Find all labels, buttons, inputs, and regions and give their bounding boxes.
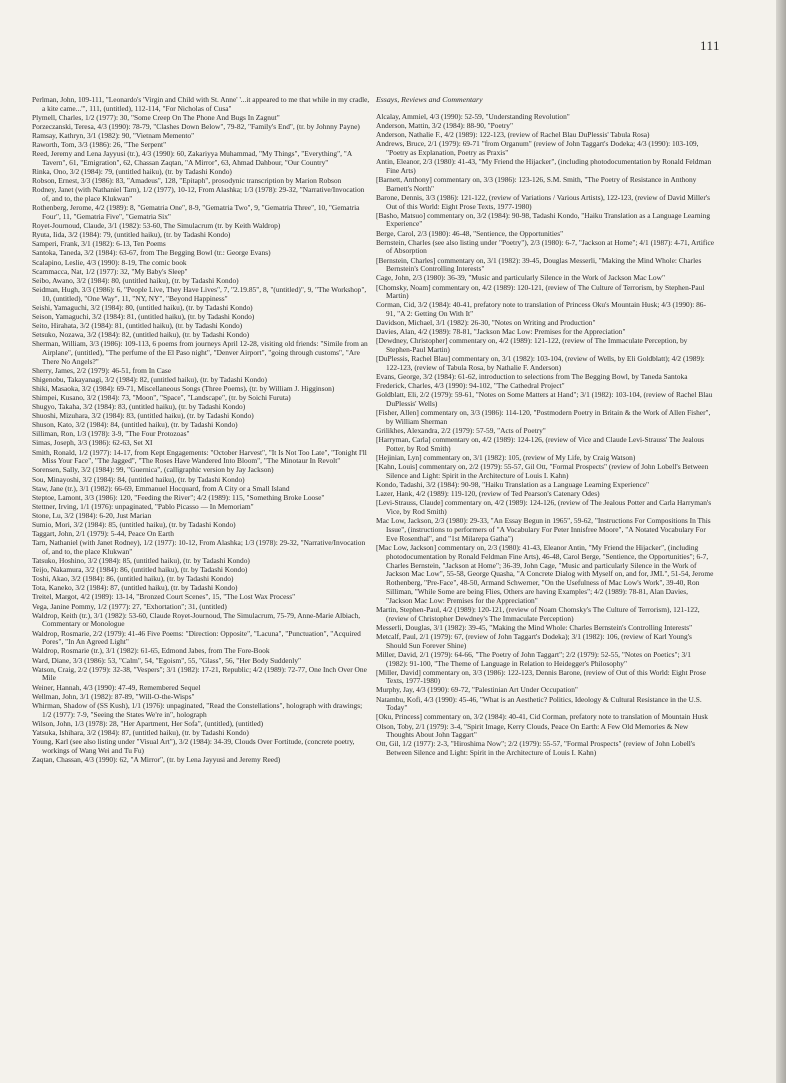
index-entry: Seison, Yamaguchi, 3/2 (1984): 81, (untitled haiku), (tr. by Tadashi Kondo) <box>32 311 255 321</box>
index-entry: Seidman, Hugh, 3/3 (1986): 6, "People Live, They Have Lives", 7, "2.19.85", 8, "(untitled)", 9, "The Workshop", 10, (untitled), "One Way", 11, "NY, NY", "Beyond Happiness" <box>32 284 367 303</box>
index-entry: Wellman, John, 3/1 (1982): 87-89, "Will-O-the-Wisps" <box>32 691 195 701</box>
index-entry: [Bernstein, Charles] commentary on, 3/1 (1982): 39-45, Douglas Messerli, "Making the Mind Whole: Charles Bernstein's Controlling Interests" <box>376 255 702 274</box>
index-entry: Whirman, Shadow of (SS Kush), 1/1 (1976): unpaginated, "Read the Constellations", holograph with drawings; 1/2 (1977): 7-9, "Seeing the States We're in", holograph <box>32 700 363 719</box>
index-entry: Anderson, Nathalie F., 4/2 (1989): 122-123, (review of Rachel Blau DuPlessis' Tabula Rosa) <box>376 129 650 139</box>
index-entry: Berge, Carol, 2/3 (1980): 46-48, "Sentience, the Opportunities" <box>376 228 564 238</box>
index-entry: Smith, Ronald, 1/2 (1977): 14-17, from Kept Engagements: "October Harvest", "It Is Not Too Late", "Tonight I'll Miss Your Face", "The Jagged", "The Roses Have Wandered Into Bloom", "The Minotaur In Revolt" <box>32 447 367 466</box>
index-entry: Barone, Dennis, 3/3 (1986): 121-122, (review of Variations / Various Artists), 122-123, (review of David Miller's Out of this World: Eight Prose Texts, 1977-1980) <box>376 192 710 211</box>
index-entry: Steptoe, Lamont, 3/3 (1986): 120, "Feeding the River"; 4/2 (1989): 115, "Something Broke Loose" <box>32 492 325 502</box>
index-entry: Scalapino, Leslie, 4/3 (1990): 8-19, The comic book <box>32 257 187 267</box>
index-entry: Seishi, Yamaguchi, 3/2 (1984): 80, (untitled haiku), (tr. by Tadashi Kondo) <box>32 302 253 312</box>
index-entry: Evans, George, 3/2 (1984): 61-62, introduction to selections from The Begging Bowl, by Taneda Santoka <box>376 372 688 382</box>
index-entry: Taggart, John, 2/1 (1979): 5-44, Peace On Earth <box>32 529 174 539</box>
index-entry: Robson, Ernest, 3/3 (1986): 83, "Amadeus", 128, "Epitaph", prosodynic transcription by Marion Robson <box>32 176 342 186</box>
index-entry: Cage, John, 2/3 (1980): 36-39, "Music and particularly Silence in the Work of Jackson Mac Low" <box>376 273 665 283</box>
index-entry: Watson, Craig, 2/2 (1979): 32-38, "Vespers"; 3/1 (1982): 17-21, Republic; 4/2 (1989): 72-77, One Inch Over One Mile <box>32 664 367 683</box>
index-entry: Seito, Hirahata, 3/2 (1984): 81, (untitled haiku), (tr. by Tadashi Kondo) <box>32 320 243 330</box>
index-entry: Tota, Kaneko, 3/2 (1984): 87, (untitled haiku), (tr. by Tadashi Kondo) <box>32 583 238 593</box>
index-entry: Lazer, Hank, 4/2 (1989): 119-120, (review of Ted Pearson's Catenary Odes) <box>376 489 600 499</box>
index-entry: Waldrop, Keith (tr.), 3/1 (1982): 53-60, Claude Royet-Journoud, The Simulacrum, 75-79, Anne-Marie Albiach, Commentary or Monologue <box>32 610 361 629</box>
index-entry: Messerli, Douglas, 3/1 (1982): 39-45, "Making the Mind Whole: Charles Bernstein's Controlling Interests" <box>376 622 693 632</box>
index-entry: [Harryman, Carla] commentary on, 4/2 (1989): 124-126, (review of Vice and Claude Levi-Strauss' The Jealous Potter, by Rod Smith) <box>376 435 704 454</box>
index-entry: Shigenobu, Takayanagi, 3/2 (1984): 82, (untitled haiku), (tr. by Tadashi Kondo) <box>32 374 267 384</box>
index-entry: Ryuta, Iida, 3/2 (1984): 79, (untitled haiku), (tr. by Tadashi Kondo) <box>32 230 231 240</box>
page-number: 111 <box>700 38 721 53</box>
index-entry: Metcalf, Paul, 2/1 (1979): 67, (review of John Taggart's Dodeka); 3/1 (1982): 106, (review of Karl Young's Should Sun Forever Shine) <box>376 631 692 650</box>
index-entry: [Dewdney, Christopher] commentary on, 4/2 (1989): 121-122, (review of The Immaculate Perception, by Stephen-Paul Martin) <box>376 336 688 355</box>
index-entry: Scammacca, Nat, 1/2 (1977): 32, "My Baby's Sleep" <box>32 266 188 276</box>
index-entry: Wilson, John, 1/3 (1978): 28, "Her Apartment, Her Sofa", (untitled), (untitled) <box>32 718 264 728</box>
index-entry: Seibo, Awano, 3/2 (1984): 80, (untitled haiku), (tr. by Tadashi Kondo) <box>32 275 239 285</box>
index-entry: Murphy, Jay, 4/3 (1990): 69-72, "Palestinian Art Under Occupation" <box>376 685 578 695</box>
index-entry: Kondo, Tadashi, 3/2 (1984): 90-98, "Haiku Translation as a Language Learning Experience" <box>376 480 650 490</box>
index-entry: Davies, Alan, 4/2 (1989): 78-81, "Jackson Mac Low: Premises for the Appreciation" <box>376 327 626 337</box>
index-entry: Perlman, John, 109-111, "Leonardo's 'Virgin and Child with St. Anne' '...it appeared to me that while in my cradle, a kite came...'", 111, (untitled), 112-114, "For Nicholas of Cusa" <box>32 95 370 113</box>
index-entry: [Hejinian, Lyn] commentary on, 3/1 (1982): 105, (review of My Life, by Craig Watson) <box>376 453 636 463</box>
index-entry: Ott, Gil, 1/2 (1977): 2-3, "Hiroshima Now"; 2/2 (1979): 55-57, "Formal Prospects" (review of John Lobell's Between Silence and Light: Spirit in the Architecture of Louis I. Kahn) <box>376 739 696 758</box>
index-entry: Martin, Stephen-Paul, 4/2 (1989): 120-121, (review of Noam Chomsky's The Culture of Terrorism), 121-122, (review of Christopher Dewdney's The Immaculate Perception) <box>376 604 700 623</box>
index-entry: Royet-Journoud, Claude, 3/1 (1982): 53-60, The Simulacrum (tr. by Keith Waldrop) <box>32 221 281 231</box>
index-entry: Porzeczanski, Teresa, 4/3 (1990): 78-79, "Clashes Down Below", 79-82, "Family's End", (tr. by Johnny Payne) <box>32 121 360 131</box>
index-entry: Silliman, Ron, 1/3 (1978): 3-9, "The Four Protozoas" <box>32 429 190 439</box>
index-entry: Alcalay, Ammiel, 4/3 (1990): 52-59, "Understanding Revolution" <box>376 111 570 121</box>
index-entry: Samperi, Frank, 3/1 (1982): 6-13, Ten Poems <box>32 239 166 249</box>
index-entry: Corman, Cid, 3/2 (1984): 40-41, prefatory note to translation of Princess Oku's Mountain Husk; 4/3 (1990): 86-91, "A 2: Getting On With It" <box>376 300 706 319</box>
index-entry: Rothenberg, Jerome, 4/2 (1989): 8, "Gematria One", 8-9, "Gematria Two", 9, "Gematria Three", 10, "Gematria Four", 11, "Gematria Five", "Gematria Six" <box>32 203 360 222</box>
index-entry: Shuson, Kato, 3/2 (1984): 84, (untitled haiku), (tr. by Tadashi Kondo) <box>32 420 238 430</box>
index-entry: Yatsuka, Ishihara, 3/2 (1984): 87, (untitled haiku), (tr. by Tadashi Kondo) <box>32 727 249 737</box>
index-entry: Bernstein, Charles (see also listing under "Poetry"), 2/3 (1980): 6-7, "Jackson at Home"; 4/1 (1987): 4-71, Artifice of Absorption <box>376 237 715 256</box>
index-entry: Toshi, Akao, 3/2 (1984): 86, (untitled haiku), (tr. by Tadashi Kondo) <box>32 574 234 584</box>
right-column-entries <box>376 113 714 758</box>
index-entry: [Levi-Strauss, Claude] commentary on, 4/2 (1989): 124-126, (review of The Jealous Potter and Carla Harryman's Vice, by Rod Smith) <box>376 498 712 517</box>
index-entry: [Kahn, Louis] commentary on, 2/2 (1979): 55-57, Gil Ott, "Formal Prospects" (review of John Lobell's Between Silence and Light: Spirit in the Architecture of Louis I. Kahn) <box>376 462 709 481</box>
index-entry: Weiner, Hannah, 4/3 (1990): 47-49, Remembered Sequel <box>32 682 201 692</box>
left-column-index <box>32 96 370 765</box>
index-entry: Sou, Minayoshi, 3/2 (1984): 84, (untitled haiku), (tr. by Tadashi Kondo) <box>32 474 245 484</box>
index-entry: [DuPlessis, Rachel Blau] commentary on, 3/1 (1982): 103-104, (review of Wells, by Eli Goldblatt); 4/2 (1989): 122-123, (review of Tabula Rosa, by Nathalie F. Anderson) <box>376 354 705 373</box>
index-entry: Santoka, Taneda, 3/2 (1984): 63-67, from The Begging Bowl (tr.: George Evans) <box>32 248 271 258</box>
index-entry: Zaqtan, Chassan, 4/3 (1990): 62, "A Mirror", (tr. by Lena Jayyusi and Jeremy Reed) <box>32 754 281 764</box>
index-entry: Treitel, Margot, 4/2 (1989): 13-14, "Bronzed Court Scenes", 15, "The Lost Wax Process" <box>32 592 296 602</box>
index-entry: Plymell, Charles, 1/2 (1977): 30, "Some Creep On The Phone And Bugs In Zagnut" <box>32 112 280 122</box>
index-entry: Teijo, Nakamura, 3/2 (1984): 86, (untitled haiku), (tr. by Tadashi Kondo) <box>32 565 248 575</box>
index-entry: Shugyo, Takaha, 3/2 (1984): 83, (untitled haiku), (tr. by Tadashi Kondo) <box>32 402 246 412</box>
index-entry: Goldblatt, Eli, 2/2 (1979): 59-61, "Notes on Some Matters at Hand"; 3/1 (1982): 103-104, (review of Rachel Blau DuPlessis' Wells) <box>376 390 713 409</box>
index-entry: Shiki, Masaoka, 3/2 (1984): 69-71, Miscellaneous Songs (Three Poems), (tr. by William J. Higginson) <box>32 383 335 393</box>
right-column-index <box>376 96 714 758</box>
index-entry: Sumio, Mori, 3/2 (1984): 85, (untitled haiku), (tr. by Tadashi Kondo) <box>32 520 236 530</box>
index-entry: Reed, Jeremy and Lena Jayyusi (tr.), 4/3 (1990): 60, Zakariyya Muhammad, "My Things", "Everything", "A Tavern", 61, "Emigration", 62, Chassan Zaqtan, "A Mirror", 63, Ahmad Dahbour, "Our Country" <box>32 149 352 168</box>
index-entry: Davidson, Michael, 3/1 (1982): 26-30, "Notes on Writing and Production" <box>376 318 596 328</box>
index-entry: Olson, Toby, 2/1 (1979): 3-4, "Spirit Image, Kerry Clouds, Peace On Earth: A Few Old Memories & New Thoughts About John Taggart" <box>376 721 689 740</box>
index-entry: Mac Low, Jackson, 2/3 (1980): 29-33, "An Essay Begun in 1965", 59-62, "Instructions For Compositions In This Issue", (instructions to performers of "A Vocabulary For Peter Innisfree Moore", "A Notated Vocabulary For Eve Rosenthal", and "1st Milarepa Gatha") <box>376 516 711 543</box>
index-entry: [Basho, Matsuo] commentary on, 3/2 (1984): 90-98, Tadashi Kondo, "Haiku Translation as a Language Learning Experience" <box>376 210 711 229</box>
index-entry: Waldrop, Rosmarie (tr.), 3/1 (1982): 61-65, Edmond Jabes, from The Fore-Book <box>32 646 270 656</box>
index-entry: Young, Karl (see also listing under "Visual Art"), 3/2 (1984): 34-39, Clouds Over Fortitude, (concrete poetry, workings of Wang Wei and Tu Fu) <box>32 736 355 755</box>
index-entry: [Mac Low, Jackson] commentary on, 2/3 (1980): 41-43, Eleanor Antin, "My Friend the Hijacker", (including photodocumentation by Ronald Feldman Fine Arts), 46-48, Carol Berge, "Sentience, the Opportunities"; 6-7, Charles Bernstein, "Jackson at Home"; 36-39, John Cage, "Music and particularly Silence in the Work of Jackson Mac Low", 55-58, George Quasha, "A Concrete Dialog with Myself on, and for, JML", 51-54, Jerome Rothenberg, "Pre-Face", 48-50, Armand Schwerner, "On the Usefulness of Mac Low's Work", 39-40, Ron Silliman, "While Some are being Flies, Others are having Examples"; 4/2 (1989): 78-81, Alan Davies, "Jackson Mac Low: Premises for the Appreciation" <box>376 542 714 605</box>
index-entry: Antin, Eleanor, 2/3 (1980): 41-43, "My Friend the Hijacker", (including photodocumentation by Ronald Feldman Fine Arts) <box>376 156 712 175</box>
index-entry: Staw, Jane (tr.), 3/1 (1982): 66-69, Emmanuel Hocquard, from A City or a Small Island <box>32 483 290 493</box>
index-entry: Ward, Diane, 3/3 (1986): 53, "Calm", 54, "Egoism", 55, "Glass", 56, "Her Body Suddenly" <box>32 655 302 665</box>
index-entry: Ramsay, Kathryn, 3/1 (1982): 90, "Vietnam Memento" <box>32 131 195 141</box>
index-entry: Rinka, Ono, 3/2 (1984): 79, (untitled haiku), (tr. by Tadashi Kondo) <box>32 167 232 177</box>
index-entry: [Fisher, Allen] commentary on, 3/3 (1986): 114-120, "Postmodern Poetry in Britain & the Work of Allen Fisher", by William Sherman <box>376 408 711 427</box>
index-entry: [Miller, David] commentary on, 3/3 (1986): 122-123, Dennis Barone, (review of Out of this World: Eight Prose Texts, 1977-1980) <box>376 667 706 686</box>
index-entry: [Oku, Princess] commentary on, 3/2 (1984): 40-41, Cid Corman, prefatory note to translation of Mountain Husk <box>376 712 708 722</box>
index-entry: Andrews, Bruce, 2/1 (1979): 69-71 "from Organum" (review of John Taggart's Dodeka; 4/3 (1990): 103-109, "Poetry as Explanation, Poetry as Praxis" <box>376 139 699 157</box>
index-entry: Sherry, James, 2/2 (1979): 46-51, from In Case <box>32 365 172 375</box>
index-entry: Shimpei, Kusano, 3/2 (1984): 73, "Moon", "Space", "Landscape", (tr. by Soichi Furuta) <box>32 393 291 403</box>
index-entry: [Chomsky, Noam] commentary on, 4/2 (1989): 120-121, (review of The Culture of Terrorism, by Stephen-Paul Martin) <box>376 282 705 301</box>
index-entry: Setsuko, Nozawa, 3/2 (1984): 82, (untitled haiku), (tr. by Tadashi Kondo) <box>32 329 250 339</box>
index-entry: Natambu, Kofi, 4/3 (1990): 45-46, "What is an Aesthetic? Politics, Ideology & Cultural Resistance in the U.S. Today" <box>376 694 702 713</box>
index-entry: Grilikhes, Alexandra, 2/2 (1979): 57-59, "Acts of Poetry" <box>376 426 546 436</box>
index-entry: Tatsuko, Hoshino, 3/2 (1984): 85, (untitled haiku), (tr. by Tadashi Kondo) <box>32 556 250 566</box>
index-entry: Waldrop, Rosmarie, 2/2 (1979): 41-46 Five Poems: "Direction: Opposite", "Lacuna", "Punctuation", "Acquired Pores", "In An Agreed Light" <box>32 628 361 647</box>
index-entry: Rodney, Janet (with Nathaniel Tarn), 1/2 (1977), 10-12, From Alashka; 1/3 (1978): 29-32, "Narrative/Invocation of, and to, the place Klukwan" <box>32 185 365 204</box>
index-entry: Stone, Lu, 3/2 (1984): 6-20, Just Marian <box>32 510 152 520</box>
index-entry: Sherman, William, 3/3 (1986): 109-113, 6 poems from journeys April 12-28, visiting old friends: "Simile from an Airplane", (untitled), "The perfume of the El Paso night", "Denver Airport", "going through customs", "Are There No Angels?" <box>32 339 368 366</box>
index-entry: Simas, Joseph, 3/3 (1986): 62-63, Set XI <box>32 438 153 448</box>
index-entry: Anderson, Mattin, 3/2 (1984): 88-90, "Poetry" <box>376 120 513 130</box>
index-entry: Vega, Janine Pommy, 1/2 (1977): 27, "Exhortation"; 31, (untitled) <box>32 601 227 611</box>
index-entry: [Barnett, Anthony] commentary on, 3/3 (1986): 123-126, S.M. Smith, "The Poetry of Resistance in Anthony Barnett's North" <box>376 174 697 193</box>
page-edge <box>776 0 786 1083</box>
index-entry: Frederick, Charles, 4/3 (1990): 94-102, "The Cathedral Project" <box>376 381 565 391</box>
index-entry: Sorensen, Sally, 3/2 (1984): 99, "Guernica", (calligraphic version by Jay Jackson) <box>32 465 274 475</box>
index-entry: Miller, David, 2/1 (1979): 64-66, "The Poetry of John Taggart"; 2/2 (1979): 52-55, "Notes on Poetics"; 3/1 (1982): 91-100, "The Theme of Language in Relation to Heidegger's Philosophy" <box>376 649 691 668</box>
index-entry: Shuoshi, Mizuhara, 3/2 (1984): 83, (untitled haiku), (tr. by Tadashi Kondo) <box>32 411 254 421</box>
index-entry: Raworth, Tom, 3/3 (1986): 26, "The Serpent" <box>32 140 167 150</box>
index-entry: Tarn, Nathaniel (with Janet Rodney), 1/2 (1977): 10-12, From Alashka; 1/3 (1978): 29-32, "Narrative/Invocation of, and to, the place Klukwan" <box>32 538 366 557</box>
index-entry: Stettner, Irving, 1/1 (1976): unpaginated, "Pablo Picasso — In Memoriam" <box>32 501 254 511</box>
section-heading: Essays, Reviews and Commentary <box>376 95 483 104</box>
